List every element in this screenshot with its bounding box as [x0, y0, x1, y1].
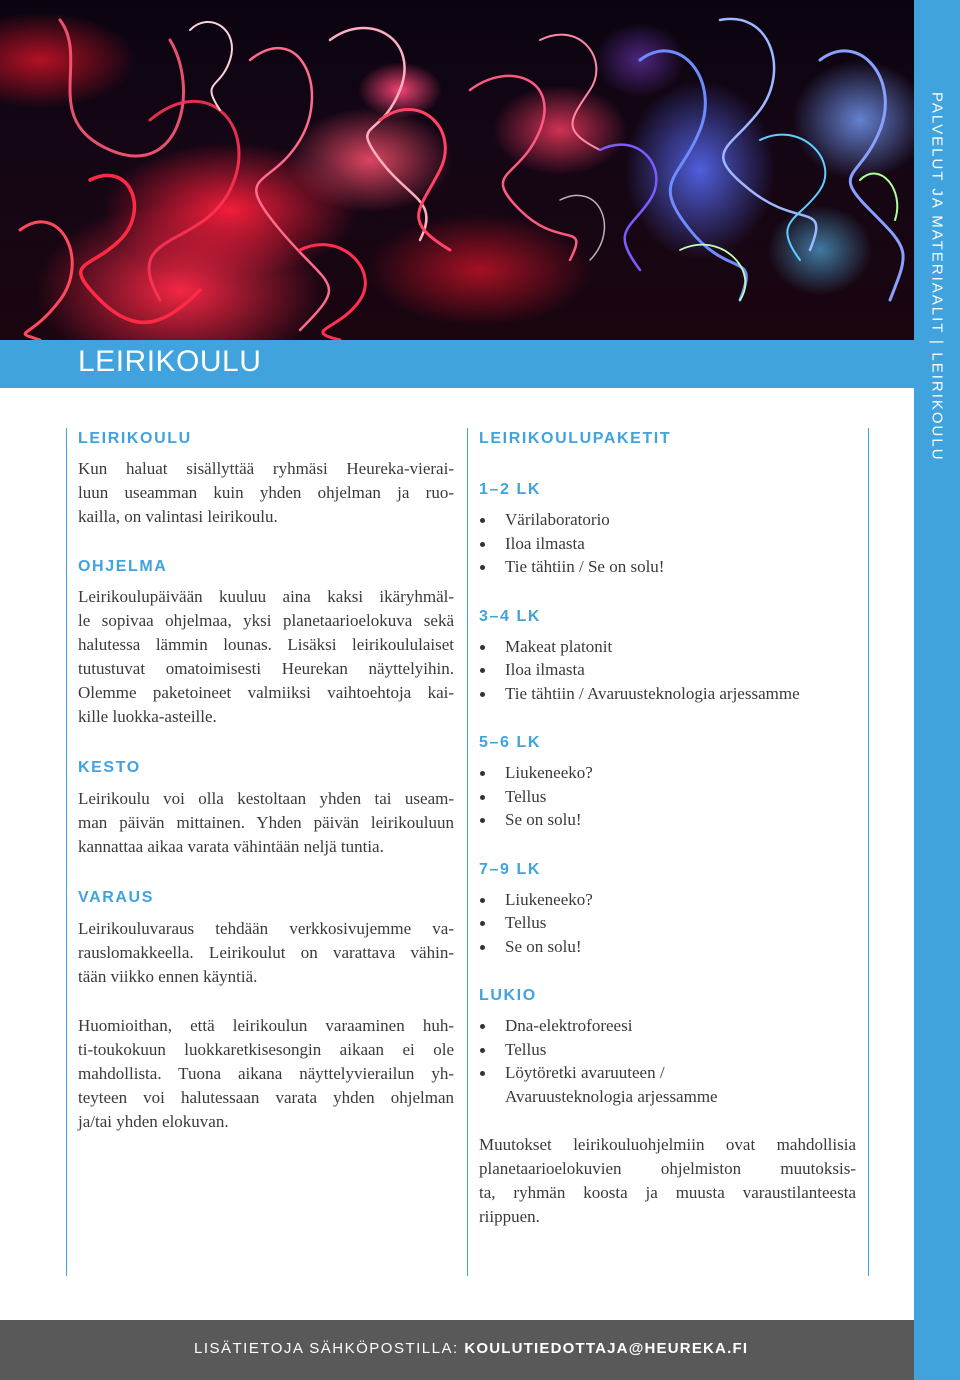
package-item: Värilaboratorio	[479, 508, 856, 532]
text-line: ta, ryhmän koosta ja muusta varaustilanteesta	[479, 1183, 856, 1202]
footer-bar	[0, 1320, 914, 1380]
text-line: kannattaa aikaa varata vähintään neljä tuntia.	[78, 837, 384, 856]
intro-heading: LEIRIKOULU	[78, 430, 192, 447]
text-line: tään viikko ennen käyntiä.	[78, 967, 258, 986]
footer-contact	[194, 1340, 748, 1357]
package-item: Liukeneeko?	[479, 761, 856, 785]
side-tab-page: LEIRIKOULU	[928, 352, 946, 462]
text-line: teyteen voi halutessaan varata yhden ohjelman	[78, 1088, 454, 1107]
package-item: Tie tähtiin / Avaruusteknologia arjessamme	[479, 682, 856, 706]
package-item: Tie tähtiin / Se on solu!	[479, 555, 856, 579]
booking-paragraph	[78, 917, 454, 989]
footer-label: LISÄTIETOJA SÄHKÖPOSTILLA:	[194, 1340, 459, 1357]
hero-photo	[0, 0, 914, 340]
duration-heading: KESTO	[78, 759, 141, 776]
package-list-7-9	[479, 888, 856, 959]
text-line: halutessa lämmin lounas. Lisäksi leirikoululaiset	[78, 635, 454, 654]
right-column	[479, 428, 856, 1229]
text-line: Huomioithan, että leirikoulun varaaminen huh-	[78, 1016, 454, 1035]
right-column-rule	[868, 428, 869, 1276]
text-line: riippuen.	[479, 1207, 540, 1226]
text-line: Muutokset leirikouluohjelmiin ovat mahdollisia	[479, 1135, 856, 1154]
side-tab-separator: |	[928, 340, 946, 347]
text-line: planetaarioelokuvien ohjelmiston muutoksis-	[479, 1159, 856, 1178]
package-list-lukio	[479, 1014, 856, 1108]
program-paragraph	[78, 585, 454, 729]
text-line: ja/tai yhden elokuvan.	[78, 1112, 229, 1131]
grade-heading-lukio: LUKIO	[479, 987, 537, 1004]
package-list-5-6	[479, 761, 856, 832]
package-item	[479, 1061, 856, 1108]
package-item-line: Löytöretki avaruuteen /	[505, 1063, 665, 1082]
changes-paragraph	[479, 1133, 856, 1229]
package-item: Tellus	[479, 785, 856, 809]
text-line: kille luokka-asteille.	[78, 707, 217, 726]
package-item: Tellus	[479, 1038, 856, 1062]
text-line: Leirikoulupäivään kuuluu aina kaksi ikäryhmäl-	[78, 587, 454, 606]
note-paragraph	[78, 1014, 454, 1134]
text-line: kailla, on valintasi leirikoulu.	[78, 507, 278, 526]
package-item: Makeat platonit	[479, 635, 856, 659]
text-line: Kun haluat sisällyttää ryhmäsi Heureka-vierai-	[78, 459, 454, 478]
text-line: ti-toukokuun luokkaretkisesongin aikaan ei ole	[78, 1040, 454, 1059]
left-column-rule	[66, 428, 67, 1276]
text-line: Leirikouluvaraus tehdään verkkosivujemme va-	[78, 919, 454, 938]
text-line: rauslomakkeella. Leirikoulut on varattava vähin-	[78, 943, 454, 962]
package-item: Tellus	[479, 911, 856, 935]
text-line: mahdollista. Tuona aikana näyttelyvierailun yh-	[78, 1064, 454, 1083]
text-line: Olemme paketoineet valmiiksi vaihtoehtoja kai-	[78, 683, 454, 702]
text-line: Leirikoulu voi olla kestoltaan yhden tai useam-	[78, 789, 454, 808]
left-column	[78, 428, 454, 1134]
text-line: luun useamman kuin yhden ohjelman ja ruo-	[78, 483, 454, 502]
side-tab-section: PALVELUT JA MATERIAALIT	[928, 92, 946, 335]
title-band	[0, 340, 914, 388]
package-item-continuation: Avaruusteknologia arjessamme	[505, 1086, 718, 1106]
footer-email-link[interactable]: KOULUTIEDOTTAJA@HEUREKA.FI	[464, 1340, 749, 1357]
package-item: Iloa ilmasta	[479, 532, 856, 556]
middle-column-rule	[467, 428, 468, 1276]
side-tab-label	[929, 92, 946, 462]
page-title: LEIRIKOULU	[78, 345, 262, 378]
package-item: Se on solu!	[479, 935, 856, 959]
booking-heading: VARAUS	[78, 889, 154, 906]
package-item: Iloa ilmasta	[479, 658, 856, 682]
text-line: le sopivaa ohjelmaa, yksi planetaarioelokuva sekä	[78, 611, 454, 630]
package-item: Se on solu!	[479, 808, 856, 832]
intro-paragraph	[78, 457, 454, 529]
packages-heading: LEIRIKOULUPAKETIT	[479, 430, 672, 447]
grade-heading-5-6: 5–6 LK	[479, 734, 542, 751]
grade-heading-1-2: 1–2 LK	[479, 481, 542, 498]
program-heading: OHJELMA	[78, 558, 168, 575]
light-painting-image	[0, 0, 914, 340]
grade-heading-7-9: 7–9 LK	[479, 860, 542, 878]
package-list-1-2	[479, 508, 856, 579]
duration-paragraph	[78, 787, 454, 859]
package-item: Dna-elektroforeesi	[479, 1014, 856, 1038]
grade-heading-3-4: 3–4 LK	[479, 607, 542, 625]
text-line: man päivän mittainen. Yhden päivän leirikouluun	[78, 813, 454, 832]
package-list-3-4	[479, 635, 856, 706]
text-line: tutustuvat omatoimisesti Heurekan näyttelyihin.	[78, 659, 454, 678]
package-item: Liukeneeko?	[479, 888, 856, 912]
